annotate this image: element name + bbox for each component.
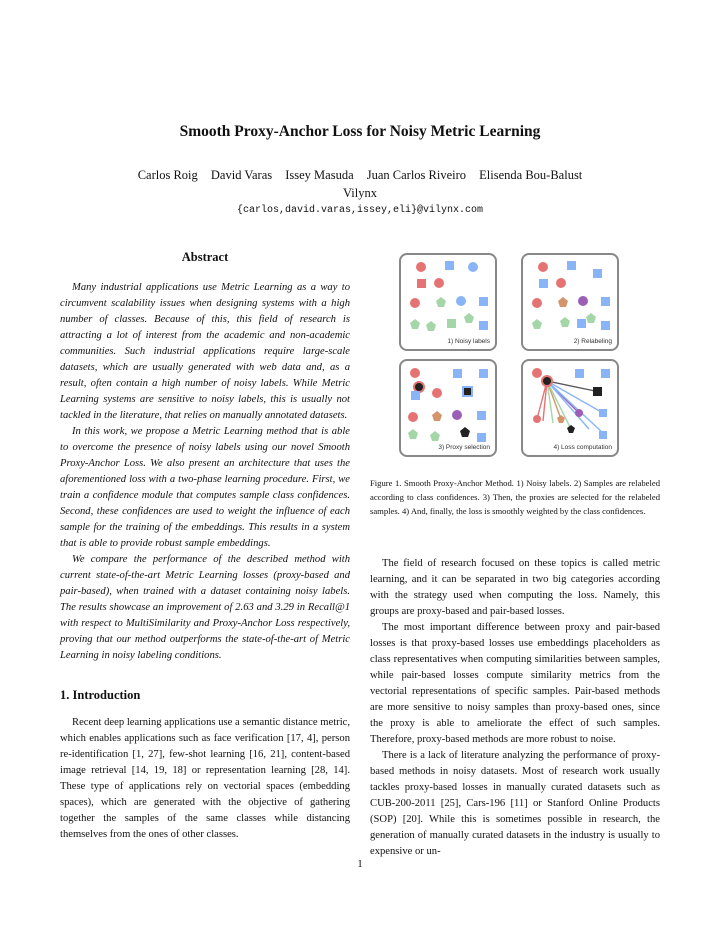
panel-label: 4) Loss computation — [553, 444, 612, 451]
blue-square-icon — [601, 321, 610, 330]
red-proxy-icon — [542, 376, 552, 386]
green-pentagon-icon — [436, 297, 446, 307]
red-circle-icon — [410, 368, 420, 378]
blue-square-icon — [577, 319, 586, 328]
panel-label: 1) Noisy labels — [447, 338, 490, 345]
abstract-body — [60, 280, 350, 664]
blue-circle-icon — [468, 262, 478, 272]
blue-proxy-icon — [463, 387, 472, 396]
panel-scatter — [401, 255, 495, 349]
blue-square-icon — [477, 433, 486, 442]
blue-square-icon — [479, 297, 488, 306]
blue-square-icon — [479, 369, 488, 378]
green-pentagon-icon — [430, 431, 440, 441]
green-pentagon-icon — [586, 313, 596, 323]
red-circle-icon — [410, 298, 420, 308]
red-circle-icon — [532, 368, 542, 378]
author: Elisenda Bou-Balust — [479, 168, 583, 182]
blue-square-icon — [567, 261, 576, 270]
abstract-paragraph: In this work, we propose a Metric Learning method that is able to overcome the presence of noisy labels using our novel Smooth Proxy-Anchor Loss. We also present an architecture that uses the aforementioned loss with a two-phase learning procedure. First, we train a confidence module that computes sample class confidences. Second, these confidences are used to weight the influence of each sample for the training of the embeddings. This results in a system that is able to provide robust sample embeddings. — [60, 426, 350, 549]
panel-proxy-selection — [399, 359, 497, 457]
abstract-paragraph: We compare the performance of the described method with current state-of-the-art Metric Learning losses (proxy-based and pair-based), when trained with a dataset containing noisy labels. The results showcase an improvement of 2.63 and 3.29 in Recall@1 with respect to MultiSimilarity and Proxy-Anchor Loss respectively, proving that our method outperforms the state-of-the-art of Metric Learning in noisy labeling conditions. — [60, 554, 350, 661]
green-pentagon-icon — [408, 429, 418, 439]
orange-pentagon-icon — [557, 415, 565, 423]
blue-circle-icon — [456, 296, 466, 306]
green-pentagon-icon — [464, 313, 474, 323]
red-circle-icon — [556, 278, 566, 288]
email: {carlos,david.varas,issey,eli}@vilynx.com — [236, 205, 484, 216]
green-square-icon — [447, 319, 456, 328]
panel-scatter — [523, 361, 617, 455]
red-circle-icon — [408, 412, 418, 422]
panel-scatter — [523, 255, 617, 349]
green-proxy-icon — [460, 427, 470, 437]
panel-noisy-labels — [399, 253, 497, 351]
panel-scatter — [401, 361, 495, 455]
intro-paragraph: Recent deep learning applications use a semantic distance metric, which enables applications such as face verification [17, 4], person re-identification [1, 27], few-shot learning [16, 21], content-based image retrieval [14, 19, 18] or representation learning [28, 14]. These type of applications rely on vectorial spaces (embedding spaces), which are generated with the objective of gathering together the samples of the same classes while distancing themselves from the ones of other classes. — [60, 717, 350, 840]
green-pentagon-icon — [560, 317, 570, 327]
author: David Varas — [210, 168, 273, 182]
blue-square-icon — [599, 431, 607, 439]
red-square-icon — [417, 279, 426, 288]
blue-square-icon — [411, 391, 420, 400]
green-pentagon-icon — [426, 321, 436, 331]
red-circle-icon — [434, 278, 444, 288]
author: Issey Masuda — [285, 168, 354, 182]
green-pentagon-icon — [410, 319, 420, 329]
body-paragraph: The most important difference between proxy and pair-based losses is that proxy-based losses use embeddings placeholders as class representatives when computing similarities between samples, while pair-based losses compute similarity metrics from the vectorial representations of specific samples. Pair-based methods are more sensitive to noisy samples than proxy-based ones, since the proxy is able to ameliorate the effect of such samples. Therefore, proxy-based methods are more robust to noise. — [370, 622, 660, 745]
panel-label: 2) Relabeling — [573, 338, 612, 345]
red-circle-icon — [416, 262, 426, 272]
orange-pentagon-icon — [558, 297, 568, 307]
red-circle-icon — [432, 388, 442, 398]
green-pentagon-icon — [532, 319, 542, 329]
abstract-paragraph: Many industrial applications use Metric Learning as a way to circumvent scalability issues when designing systems with a high number of classes. Because of this, this field of research is attracting a lot of interest from the academic and non-academic communities. Such industrial applications require large-scale datasets, which are usually generated with web data and, as a result, often contain a high number of noisy labels. While Metric Learning systems are sensitive to noisy labels, this is usually not tackled in the literature, that relies on manually annotated datasets. — [60, 282, 350, 421]
body-paragraph: The field of research focused on these topics is called metric learning, and it can be separated in two big categories according with the strategy used when computing the loss. Namely, this groups are proxy-based and pair-based losses. — [370, 558, 660, 617]
blue-square-icon — [575, 369, 584, 378]
green-proxy-icon — [567, 425, 575, 433]
blue-square-icon — [601, 369, 610, 378]
affiliation: Vilynx — [343, 186, 377, 200]
intro-body — [60, 715, 350, 843]
panel-loss-computation — [521, 359, 619, 457]
blue-square-icon — [601, 297, 610, 306]
blue-square-icon — [539, 279, 548, 288]
author: Juan Carlos Riveiro — [366, 168, 467, 182]
figure-caption: Figure 1. Smooth Proxy-Anchor Method. 1) Noisy labels. 2) Samples are relabeled according to class confidences. 3) Then, the proxies are selected for the relabeled samples. 4) And, finally, the loss is smoothly weighted by the class confidences. — [370, 478, 660, 516]
blue-square-icon — [453, 369, 462, 378]
blue-proxy-icon — [593, 387, 602, 396]
panel-relabeling — [521, 253, 619, 351]
red-circle-icon — [533, 415, 541, 423]
red-circle-icon — [538, 262, 548, 272]
author: Carlos Roig — [137, 168, 198, 182]
orange-pentagon-icon — [432, 411, 442, 421]
blue-square-icon — [593, 269, 602, 278]
purple-circle-icon — [452, 410, 462, 420]
panel-label: 3) Proxy selection — [438, 444, 490, 451]
blue-square-icon — [445, 261, 454, 270]
body-paragraph: There is a lack of literature analyzing the performance of proxy-based methods in noisy datasets. Most of research work usually tackles proxy-based losses in manually curated datasets such as CUB-200-2011 [25], Cars-196 [11] or Stanford Online Products (SOP) [20]. While this is sometimes possible in research, the generation of manually curated datasets in the industry is usually to expensive or un- — [370, 750, 660, 857]
blue-square-icon — [599, 409, 607, 417]
abstract-heading: Abstract — [181, 250, 229, 264]
blue-square-icon — [477, 411, 486, 420]
purple-circle-icon — [575, 409, 583, 417]
author-list — [0, 168, 720, 183]
red-proxy-icon — [414, 382, 424, 392]
right-column-body — [370, 556, 660, 860]
section-heading: 1. Introduction — [60, 688, 141, 702]
red-circle-icon — [532, 298, 542, 308]
paper-title: Smooth Proxy-Anchor Loss for Noisy Metric Learning — [179, 123, 541, 140]
page-number: 1 — [357, 858, 363, 870]
figure-1 — [395, 251, 635, 461]
purple-circle-icon — [578, 296, 588, 306]
blue-square-icon — [479, 321, 488, 330]
